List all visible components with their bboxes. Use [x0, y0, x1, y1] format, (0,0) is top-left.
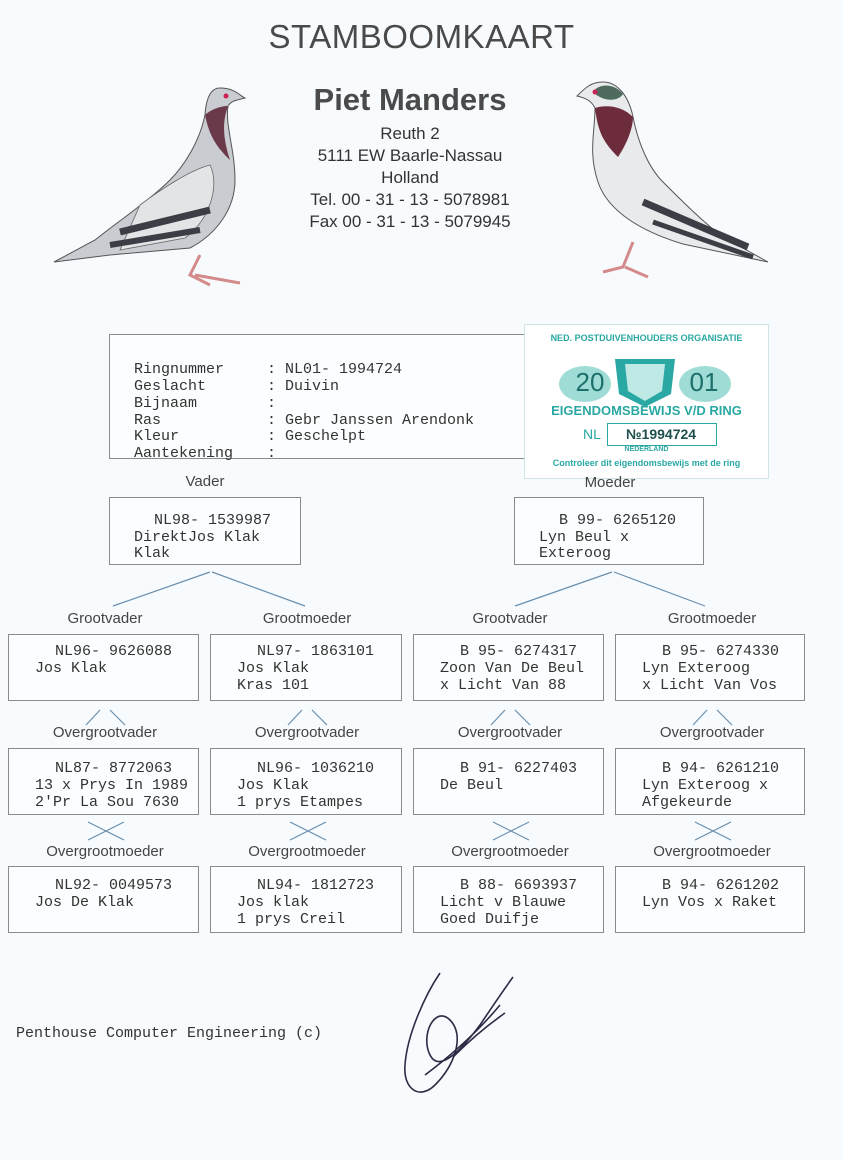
- ggfather-box: [8, 748, 199, 815]
- info-value: Geschelpt: [285, 428, 367, 445]
- card-org: NED. POSTDUIVENHOUDERS ORGANISATIE: [550, 333, 743, 343]
- info-label: Kleur: [134, 428, 180, 445]
- grandparent-ring: B 95- 6274330: [662, 643, 780, 660]
- ggfather-line: Lyn Exteroog x: [642, 777, 769, 794]
- signature-image: [395, 965, 525, 1105]
- footer-credit: Penthouse Computer Engineering (c): [16, 1025, 323, 1042]
- label-grandfather-1: Grootvader: [67, 610, 143, 627]
- label-grandfather-2: Grootvader: [472, 610, 548, 627]
- grandparent-line: Zoon Van De Beul: [440, 660, 585, 677]
- ggfather-box: [413, 748, 604, 815]
- ggmother-ring: B 94- 6261202: [662, 877, 780, 894]
- ggfather-ring: B 91- 6227403: [460, 760, 578, 777]
- ggfather-box: [210, 748, 402, 815]
- ggfather-line: 1 prys Etampes: [237, 794, 364, 811]
- label-grandmother-1: Grootmoeder: [262, 610, 352, 627]
- father-ring: NL98- 1539987: [154, 512, 272, 529]
- mother-name: Lyn Beul x: [539, 529, 630, 546]
- label-ggmother-1: Overgrootmoeder: [46, 843, 164, 860]
- ggmother-line: 1 prys Creil: [237, 911, 346, 928]
- label-ggmother-3: Overgrootmoeder: [451, 843, 569, 860]
- ggmother-line: Jos klak: [237, 894, 310, 911]
- grandparent-line: Kras 101: [237, 677, 310, 694]
- info-label: Bijnaam: [134, 395, 198, 412]
- grandparent-line: Jos Klak: [35, 660, 108, 677]
- ggfather-ring: NL96- 1036210: [257, 760, 375, 777]
- info-value: Gebr Janssen Arendonk: [285, 412, 475, 429]
- ggmother-box: [413, 866, 604, 933]
- owner-city: 5111 EW Baarle-Nassau: [317, 146, 503, 165]
- ggfather-ring: B 94- 6261210: [662, 760, 780, 777]
- label-father: Vader: [185, 473, 225, 490]
- page-title: STAMBOOMKAART: [268, 18, 575, 55]
- grandparent-ring: NL97- 1863101: [257, 643, 375, 660]
- label-ggfather-2: Overgrootvader: [254, 724, 360, 741]
- info-label: Ringnummer: [134, 361, 225, 378]
- info-colon: :: [267, 445, 277, 462]
- ggmother-line: Licht v Blauwe: [440, 894, 567, 911]
- ggfather-line: Afgekeurde: [642, 794, 733, 811]
- card-sub: NEDERLAND: [624, 446, 669, 453]
- card-ring-number: №1994724: [625, 426, 697, 442]
- grandparent-box: [210, 634, 402, 701]
- label-ggfather-3: Overgrootvader: [457, 724, 563, 741]
- grandparent-box: [413, 634, 604, 701]
- label-ggmother-2: Overgrootmoeder: [248, 843, 366, 860]
- ggmother-line: Jos De Klak: [35, 894, 135, 911]
- grandparent-box: [8, 634, 199, 701]
- info-label: Geslacht: [134, 378, 207, 395]
- ggmother-ring: NL92- 0049573: [55, 877, 173, 894]
- grandparent-line: x Licht Van 88: [440, 677, 567, 694]
- ggmother-box: [210, 866, 402, 933]
- owner-country: Holland: [381, 168, 439, 187]
- card-year-right: 01: [689, 367, 719, 397]
- label-ggmother-4: Overgrootmoeder: [653, 843, 771, 860]
- ggfather-box: [615, 748, 805, 815]
- info-colon: :: [267, 428, 277, 445]
- grandparent-ring: NL96- 9626088: [55, 643, 173, 660]
- ggmother-line: Lyn Vos x Raket: [642, 894, 778, 911]
- grandparent-ring: B 95- 6274317: [460, 643, 578, 660]
- father-name: DirektJos Klak: [134, 529, 261, 546]
- mother-box: [514, 497, 704, 565]
- label-grandmother-2: Grootmoeder: [667, 610, 757, 627]
- ggmother-box: [8, 866, 199, 933]
- info-value: Duivin: [285, 378, 340, 395]
- label-ggfather-4: Overgrootvader: [659, 724, 765, 741]
- owner-name: Piet Manders: [313, 82, 507, 117]
- father-note: Klak: [134, 545, 171, 562]
- father-box: [109, 497, 301, 565]
- grandparent-line: x Licht Van Vos: [642, 677, 778, 694]
- card-year-left: 20: [575, 367, 605, 397]
- info-value: NL01- 1994724: [285, 361, 403, 378]
- mother-ring: B 99- 6265120: [559, 512, 677, 529]
- ggfather-line: Jos Klak: [237, 777, 310, 794]
- card-title: EIGENDOMSBEWIJS V/D RING: [551, 403, 742, 418]
- info-colon: :: [267, 412, 277, 429]
- ggfather-ring: NL87- 8772063: [55, 760, 173, 777]
- info-label: Aantekening: [134, 445, 234, 462]
- grandparent-line: Lyn Exteroog: [642, 660, 751, 677]
- ggfather-line: 13 x Prys In 1989: [35, 777, 189, 794]
- card-country: NL: [583, 426, 601, 442]
- card-note: Controleer dit eigendomsbewijs met de ring: [552, 458, 741, 468]
- grandparent-line: Jos Klak: [237, 660, 310, 677]
- info-colon: :: [267, 378, 277, 395]
- ggmother-ring: NL94- 1812723: [257, 877, 375, 894]
- label-ggfather-1: Overgrootvader: [52, 724, 158, 741]
- mother-note: Exteroog: [539, 545, 612, 562]
- label-mother: Moeder: [584, 474, 636, 491]
- owner-street: Reuth 2: [380, 124, 440, 143]
- owner-fax: Fax 00 - 31 - 13 - 5079945: [309, 212, 511, 231]
- ggmother-box: [615, 866, 805, 933]
- owner-phone: Tel. 00 - 31 - 13 - 5078981: [310, 190, 510, 209]
- info-colon: :: [267, 361, 277, 378]
- ggmother-ring: B 88- 6693937: [460, 877, 578, 894]
- ggmother-line: Goed Duifje: [440, 911, 540, 928]
- ggfather-line: 2'Pr La Sou 7630: [35, 794, 180, 811]
- ggfather-line: De Beul: [440, 777, 504, 794]
- info-colon: :: [267, 395, 277, 412]
- grandparent-box: [615, 634, 805, 701]
- info-label: Ras: [134, 412, 162, 429]
